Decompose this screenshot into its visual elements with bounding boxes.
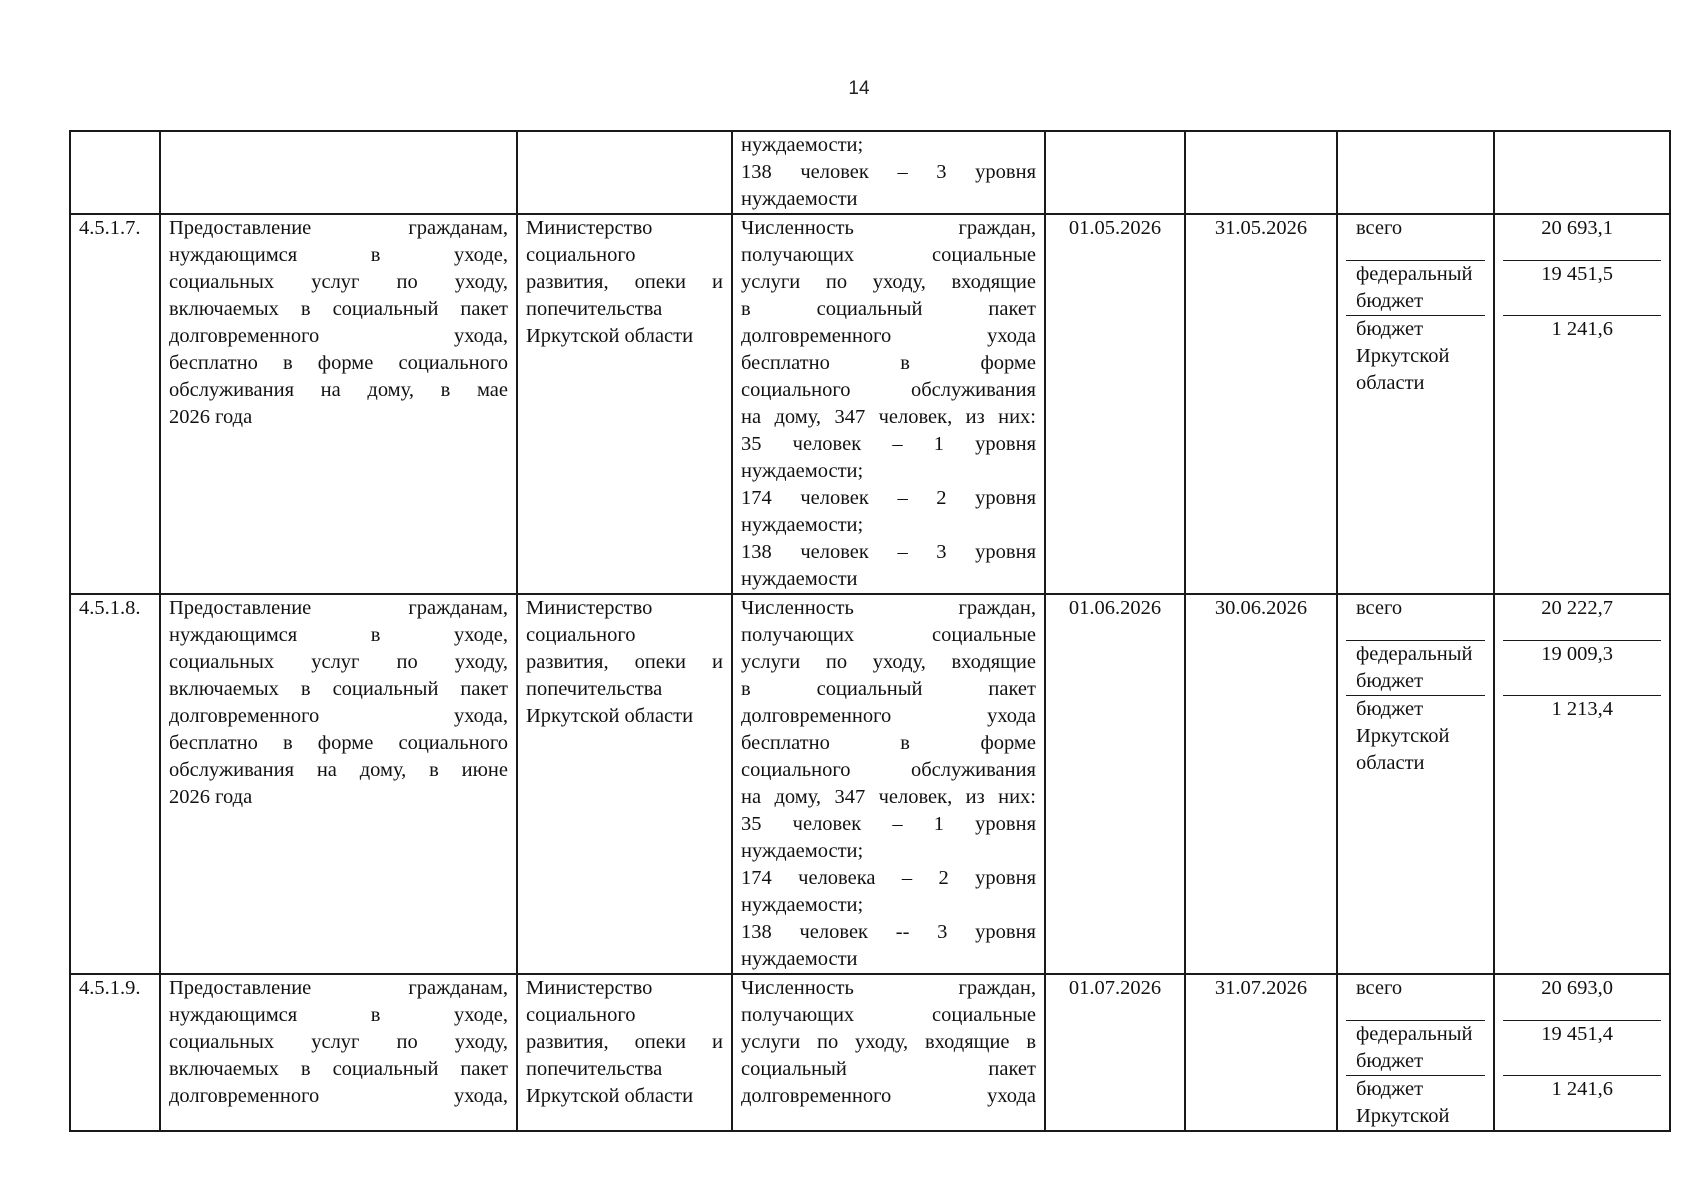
event-line: социальных услуг по уходу, <box>169 651 508 673</box>
event-line: долговременного ухода, <box>169 325 508 347</box>
event-line: 2026 года <box>169 406 253 428</box>
indicator-line: в социальный пакет <box>741 298 1036 320</box>
funding-amount-cell <box>1494 974 1670 1131</box>
indicator-line: долговременного ухода <box>741 1085 1036 1107</box>
cont-end-cell <box>1185 131 1337 214</box>
measure-executor-cell <box>517 214 732 594</box>
event-line: бесплатно в форме социального <box>169 352 508 374</box>
executor-line: социального <box>526 624 636 646</box>
measure-indicator-cell <box>732 974 1045 1131</box>
event-line: социальных услуг по уходу, <box>169 1031 508 1053</box>
event-line: 2026 года <box>169 786 253 808</box>
indicator-line: долговременного ухода <box>741 705 1036 727</box>
indicator-line: получающих социальные <box>741 624 1036 646</box>
amount-regional: 1 213,4 <box>1551 698 1613 720</box>
indicator-line: получающих социальные <box>741 1004 1036 1026</box>
indicator-line: нуждаемости; <box>741 840 864 862</box>
measure-event-cell <box>160 594 517 974</box>
cont-source-cell <box>1337 131 1494 214</box>
end-date: 31.07.2026 <box>1185 974 1337 1131</box>
start-date: 01.06.2026 <box>1045 594 1185 974</box>
source-federal: федеральный бюджет <box>1346 1021 1485 1076</box>
executor-line: развития, опеки и <box>526 651 723 673</box>
page-number: 14 <box>848 78 870 99</box>
indicator-line: Численность граждан, <box>741 217 1036 239</box>
executor-line: Иркутской области <box>526 1085 694 1107</box>
end-date: 30.06.2026 <box>1185 594 1337 974</box>
cont-executor-cell <box>517 131 732 214</box>
event-line: обслуживания на дому, в июне <box>169 759 508 781</box>
funding-amount-cell <box>1494 214 1670 594</box>
indicator-line: нуждаемости; <box>741 894 864 916</box>
source-federal: федеральный бюджет <box>1346 261 1485 316</box>
measure-row <box>70 594 1670 974</box>
measure-event-cell <box>160 214 517 594</box>
event-line: обслуживания на дому, в мае <box>169 379 508 401</box>
executor-line: социального <box>526 244 636 266</box>
amount-regional: 1 241,6 <box>1551 1078 1613 1100</box>
indicator-line: на дому, 347 человек, из них: <box>741 786 1036 808</box>
amount-total: 20 693,1 <box>1503 215 1661 261</box>
executor-line: Министерство <box>526 217 653 239</box>
event-line: Предоставление гражданам, <box>169 977 508 999</box>
executor-line: Министерство <box>526 977 653 999</box>
cont-start-cell <box>1045 131 1185 214</box>
measure-executor-cell <box>517 594 732 974</box>
indicator-line: 138 человек – 3 уровня <box>741 541 1036 563</box>
indicator-line: 138 человек – 3 уровня <box>741 161 1036 183</box>
measure-row <box>70 214 1670 594</box>
indicator-line: нуждаемости <box>741 188 858 210</box>
event-line: включаемых в социальный пакет <box>169 678 508 700</box>
indicator-line: услуги по уходу, входящие в <box>741 1031 1036 1053</box>
source-regional: бюджет Иркутской области <box>1356 318 1450 394</box>
event-line: долговременного ухода, <box>169 705 508 727</box>
measure-number: 4.5.1.9. <box>70 974 160 1131</box>
indicator-line: социальный пакет <box>741 1058 1036 1080</box>
source-total: всего <box>1346 215 1485 261</box>
indicator-line: бесплатно в форме <box>741 732 1036 754</box>
indicator-line: нуждаемости; <box>741 514 864 536</box>
indicator-line: нуждаемости; <box>741 134 864 156</box>
executor-line: Иркутской области <box>526 705 694 727</box>
executor-line: Министерство <box>526 597 653 619</box>
indicator-line: услуги по уходу, входящие <box>741 651 1036 673</box>
indicator-line: социального обслуживания <box>741 379 1036 401</box>
measure-number: 4.5.1.7. <box>70 214 160 594</box>
indicator-line: на дому, 347 человек, из них: <box>741 406 1036 428</box>
indicator-line: нуждаемости; <box>741 460 864 482</box>
amount-total: 20 693,0 <box>1503 975 1661 1021</box>
measure-number: 4.5.1.8. <box>70 594 160 974</box>
event-line: Предоставление гражданам, <box>169 597 508 619</box>
event-line: социальных услуг по уходу, <box>169 271 508 293</box>
measure-executor-cell <box>517 974 732 1131</box>
amount-federal: 19 451,4 <box>1503 1021 1661 1076</box>
indicator-line: долговременного ухода <box>741 325 1036 347</box>
executor-line: попечительства <box>526 1058 663 1080</box>
cont-number-cell <box>70 131 160 214</box>
event-line: нуждающимся в уходе, <box>169 624 508 646</box>
amount-regional: 1 241,6 <box>1551 318 1613 340</box>
cont-event-cell <box>160 131 517 214</box>
amount-federal: 19 009,3 <box>1503 641 1661 696</box>
indicator-line: 35 человек – 1 уровня <box>741 433 1036 455</box>
executor-line: Иркутской области <box>526 325 694 347</box>
indicator-line: 35 человек – 1 уровня <box>741 813 1036 835</box>
funding-source-cell <box>1337 974 1494 1131</box>
event-line: включаемых в социальный пакет <box>169 298 508 320</box>
executor-line: развития, опеки и <box>526 271 723 293</box>
executor-line: попечительства <box>526 298 663 320</box>
funding-source-cell <box>1337 594 1494 974</box>
event-line: Предоставление гражданам, <box>169 217 508 239</box>
source-total: всего <box>1346 975 1485 1021</box>
indicator-line: нуждаемости <box>741 568 858 590</box>
indicator-line: Численность граждан, <box>741 597 1036 619</box>
executor-line: развития, опеки и <box>526 1031 723 1053</box>
end-date: 31.05.2026 <box>1185 214 1337 594</box>
event-line: бесплатно в форме социального <box>169 732 508 754</box>
source-regional: бюджет Иркутской области <box>1356 698 1450 774</box>
event-line: долговременного ухода, <box>169 1085 508 1107</box>
cont-indicator-cell <box>732 131 1045 214</box>
source-regional: бюджет Иркутской <box>1356 1078 1450 1127</box>
amount-federal: 19 451,5 <box>1503 261 1661 316</box>
measure-indicator-cell <box>732 214 1045 594</box>
measure-row <box>70 974 1670 1131</box>
measure-indicator-cell <box>732 594 1045 974</box>
source-total: всего <box>1346 595 1485 641</box>
executor-line: попечительства <box>526 678 663 700</box>
program-measures-table <box>69 130 1671 1132</box>
indicator-line: в социальный пакет <box>741 678 1036 700</box>
continuation-row <box>70 131 1670 214</box>
start-date: 01.07.2026 <box>1045 974 1185 1131</box>
funding-source-cell <box>1337 214 1494 594</box>
event-line: нуждающимся в уходе, <box>169 244 508 266</box>
event-line: включаемых в социальный пакет <box>169 1058 508 1080</box>
indicator-line: услуги по уходу, входящие <box>741 271 1036 293</box>
indicator-line: бесплатно в форме <box>741 352 1036 374</box>
indicator-line: 174 человек – 2 уровня <box>741 487 1036 509</box>
funding-amount-cell <box>1494 594 1670 974</box>
event-line: нуждающимся в уходе, <box>169 1004 508 1026</box>
indicator-line: получающих социальные <box>741 244 1036 266</box>
start-date: 01.05.2026 <box>1045 214 1185 594</box>
amount-total: 20 222,7 <box>1503 595 1661 641</box>
indicator-line: нуждаемости <box>741 948 858 970</box>
indicator-line: 138 человек -- 3 уровня <box>741 921 1036 943</box>
measure-event-cell <box>160 974 517 1131</box>
source-federal: федеральный бюджет <box>1346 641 1485 696</box>
indicator-line: 174 человека – 2 уровня <box>741 867 1036 889</box>
cont-amount-cell <box>1494 131 1670 214</box>
indicator-line: социального обслуживания <box>741 759 1036 781</box>
indicator-line: Численность граждан, <box>741 977 1036 999</box>
executor-line: социального <box>526 1004 636 1026</box>
